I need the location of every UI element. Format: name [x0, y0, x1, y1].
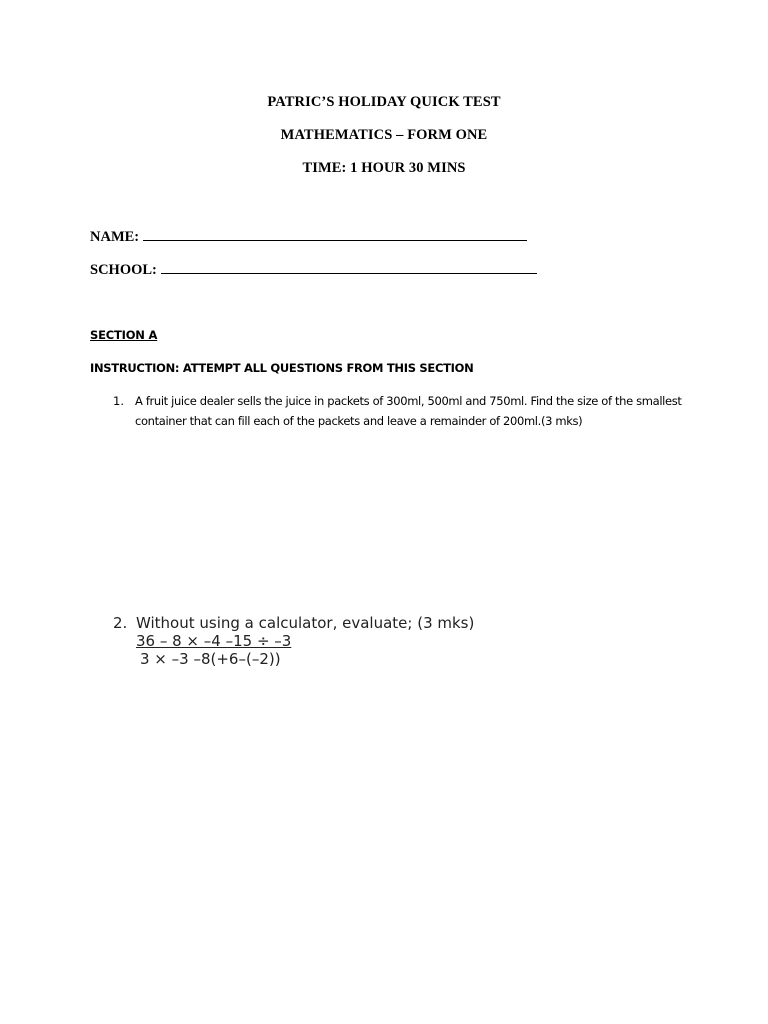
question-2-number: 2.	[113, 614, 128, 632]
name-field	[90, 228, 527, 246]
name-label: NAME:	[90, 229, 140, 245]
exam-time: TIME: 1 HOUR 30 MINS	[302, 160, 466, 176]
name-blank-line[interactable]	[143, 228, 527, 241]
question-1-text: A fruit juice dealer sells the juice in packets of 300ml, 500ml and 750ml. Find the size of the smallest container that can fill each of the packets and leave a remainder of 200ml.(3 mks)	[135, 394, 682, 428]
question-1-number: 1.	[113, 394, 124, 408]
question-2-text: Without using a calculator, evaluate; (3 mks)	[136, 614, 475, 632]
school-field	[90, 261, 537, 279]
section-label: SECTION A	[90, 328, 158, 342]
question-2-numerator: 36 – 8 × –4 –15 ÷ –3	[136, 632, 292, 650]
school-blank-line[interactable]	[161, 261, 537, 274]
section-instruction: INSTRUCTION: ATTEMPT ALL QUESTIONS FROM THIS SECTION	[90, 361, 474, 375]
question-2-denominator: 3 × –3 –8(+6–(–2))	[140, 650, 281, 668]
exam-title: PATRIC’S HOLIDAY QUICK TEST	[267, 94, 501, 110]
school-label: SCHOOL:	[90, 262, 157, 278]
exam-subject: MATHEMATICS – FORM ONE	[280, 127, 488, 143]
